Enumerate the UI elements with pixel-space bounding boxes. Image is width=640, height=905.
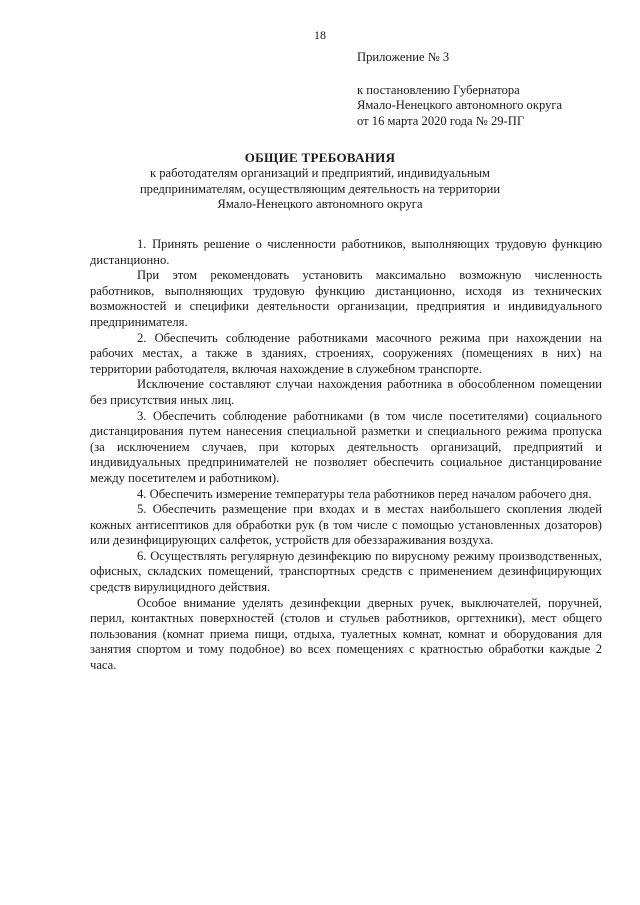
paragraph: 6. Осуществлять регулярную дезинфекцию по вирусному режиму производственных, офисных, складских помещений, транспортных средств с применением дезинфицирующих средств вирулицидного действия. <box>90 548 602 595</box>
appendix-block <box>357 50 627 129</box>
subtitle-line: к работодателям организаций и предприятий, индивидуальным <box>149 166 491 180</box>
paragraph: 5. Обеспечить размещение при входах и в местах наибольшего скопления людей кожных антисептиков для обработки рук (в том числе с помощью установленных дозаторов) или дезинфицирующих салфеток, устройств для обеззараживания воздуха. <box>90 502 602 548</box>
document-subtitle <box>80 166 560 213</box>
paragraph: 4. Обеспечить измерение температуры тела работников перед началом рабочего дня. <box>137 486 592 501</box>
page-number: 18 <box>314 28 326 42</box>
paragraph: Особое внимание уделять дезинфекции дверных ручек, выключателей, поручней, перил, контактных поверхностей (столов и стульев работников, оргтехники), мест общего пользования (комнат приема пищи, отдыха, туалетных комнат, комнат и оборудования для занятия спортом и тому подобное) во всех помещениях с кратностью обработки каждые 2 часа. <box>90 595 602 673</box>
paragraph: Исключение составляют случаи нахождения работника в обособленном помещении без присутствия иных лиц. <box>90 377 602 407</box>
document-body <box>90 237 602 674</box>
subtitle-line: Ямало-Ненецкого автономного округа <box>217 197 423 212</box>
appendix-line: к постановлению Губернатора <box>357 82 520 97</box>
paragraph: 1. Принять решение о численности работников, выполняющих трудовую функцию дистанционно. <box>90 237 602 267</box>
appendix-line: Ямало-Ненецкого автономного округа <box>357 98 563 113</box>
appendix-label: Приложение № 3 <box>357 50 450 64</box>
paragraph: При этом рекомендовать установить максимально возможную численность работников, выполняющих трудовую функцию дистанционно, исходя из технических возможностей и специфики деятельности организации, предприятия и индивидуального предпринимателя. <box>90 268 602 329</box>
paragraph: 3. Обеспечить соблюдение работниками (в том числе посетителями) социального дистанцирования путем нанесения специальной разметки и специального режима пропуска (за исключением случаев, при которых деятельность организаций, предприятий и индивидуальных предпринимателей не позволяет обеспечить социальное дистанцирование между посетителем и работником). <box>90 408 602 485</box>
subtitle-line: предпринимателям, осуществляющим деятельность на территории <box>139 181 501 196</box>
paragraph: 2. Обеспечить соблюдение работниками масочного режима при нахождении на рабочих местах, а также в зданиях, строениях, сооружениях (помещениях в них) на территории работодателя, включая нахождение в служебном транспорте. <box>90 330 602 376</box>
appendix-line: от 16 марта 2020 года № 29-ПГ <box>357 113 525 128</box>
document-title: ОБЩИЕ ТРЕБОВАНИЯ <box>244 150 396 165</box>
